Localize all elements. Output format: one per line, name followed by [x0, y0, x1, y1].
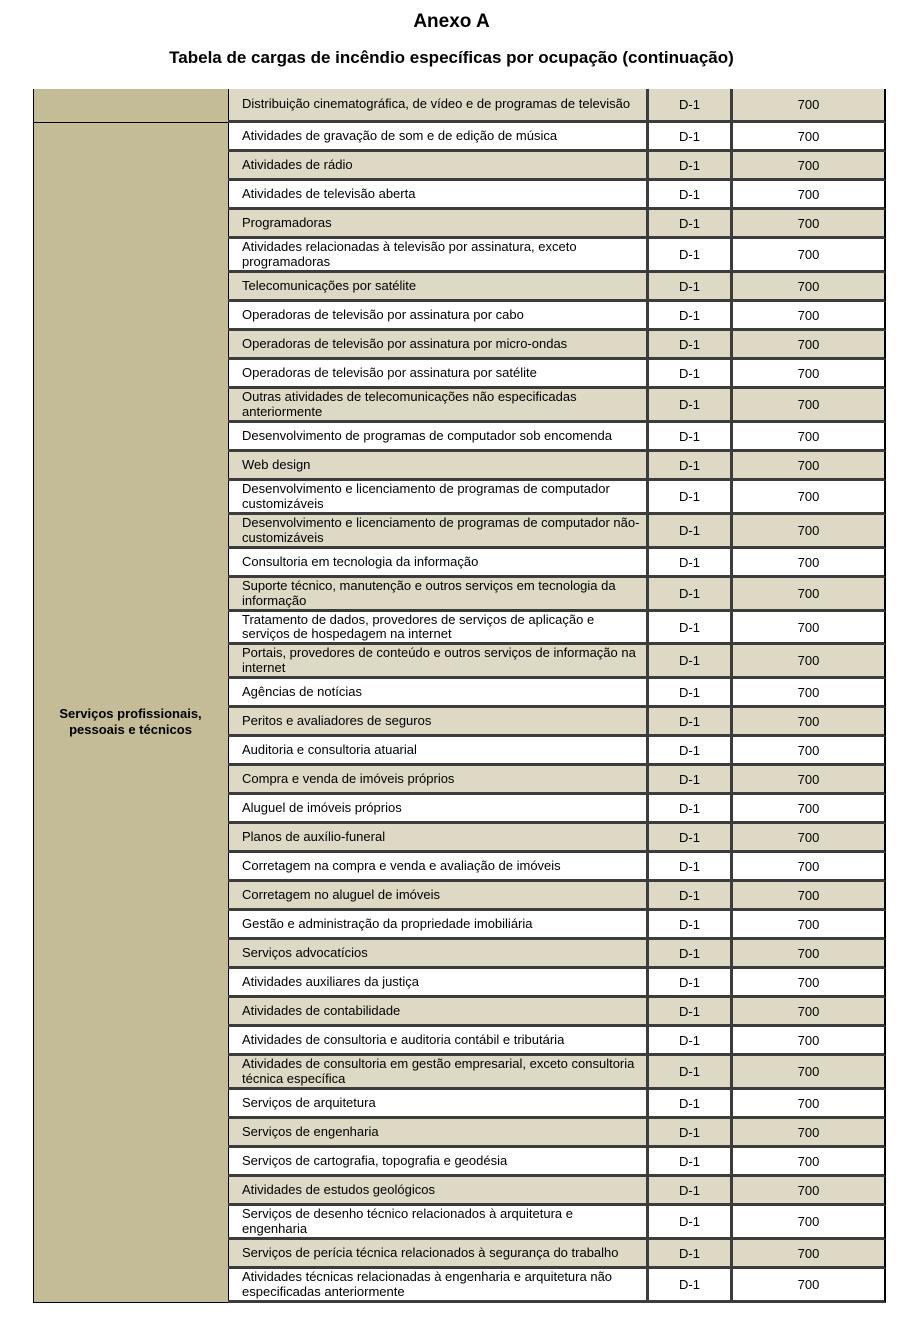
activity-description: Atividades de rádio	[228, 152, 649, 178]
fire-load-value: 700	[797, 945, 820, 961]
division-code: D-1	[649, 1119, 733, 1145]
activity-description: Desenvolvimento e licenciamento de programas de computador customizáveis	[228, 481, 649, 512]
division-code: D-1	[649, 1269, 733, 1300]
activity-description: Atividades de contabilidade	[228, 998, 649, 1024]
activity-description: Consultoria em tecnologia da informação	[228, 549, 649, 575]
fire-load-value: 700	[797, 1032, 820, 1048]
fire-load-value: 700	[797, 428, 820, 444]
table-row	[228, 824, 886, 853]
division-code: D-1	[649, 998, 733, 1024]
activity-description: Suporte técnico, manutenção e outros serviços em tecnologia da informação	[228, 578, 649, 609]
activity-description: Web design	[228, 452, 649, 478]
activity-description: Tratamento de dados, provedores de serviços de aplicação e serviços de hospedagem na internet	[228, 612, 649, 642]
activity-description: Gestão e administração da propriedade imobiliária	[228, 911, 649, 937]
activity-description: Desenvolvimento e licenciamento de programas de computador não-customizáveis	[228, 515, 649, 546]
table-row	[228, 1148, 886, 1177]
activity-description: Operadoras de televisão por assinatura por cabo	[228, 302, 649, 328]
division-code: D-1	[649, 708, 733, 734]
table-row	[228, 911, 886, 940]
activity-description: Serviços de cartografia, topografia e geodésia	[228, 1148, 649, 1174]
activity-description: Operadoras de televisão por assinatura por micro-ondas	[228, 331, 649, 357]
fire-load-value: 700	[797, 247, 820, 262]
division-code: D-1	[649, 1206, 733, 1237]
table-row	[228, 1027, 886, 1056]
fire-load-value: 700	[797, 1003, 820, 1019]
table-title: Tabela de cargas de incêndio específicas por ocupação (continuação)	[169, 48, 734, 67]
division-code: D-1	[649, 940, 733, 966]
fire-load-value: 700	[797, 1245, 820, 1261]
fire-load-value: 700	[797, 457, 820, 473]
division-code: D-1	[649, 515, 733, 546]
fire-load-value: 700	[797, 1153, 820, 1169]
annex-title: Anexo A	[413, 11, 490, 32]
table-row	[228, 89, 886, 123]
division-code: D-1	[649, 152, 733, 178]
fire-load-value: 700	[797, 1124, 820, 1140]
activity-description: Aluguel de imóveis próprios	[228, 795, 649, 821]
division-code: D-1	[649, 1056, 733, 1087]
activity-description: Operadoras de televisão por assinatura por satélite	[228, 360, 649, 386]
division-code: D-1	[649, 389, 733, 420]
group-cell-previous	[33, 89, 228, 123]
division-code: D-1	[649, 679, 733, 705]
table-row	[228, 708, 886, 737]
fire-load-value: 700	[797, 800, 820, 816]
division-code: D-1	[649, 1148, 733, 1174]
table-row	[228, 998, 886, 1027]
fire-load-value: 700	[797, 887, 820, 903]
table-row	[228, 331, 886, 360]
division-code: D-1	[649, 1240, 733, 1266]
division-code: D-1	[649, 210, 733, 236]
activity-description: Telecomunicações por satélite	[228, 273, 649, 299]
activity-description: Atividades de televisão aberta	[228, 181, 649, 207]
table-row	[228, 210, 886, 239]
fire-load-value: 700	[797, 336, 820, 352]
fire-load-value: 700	[797, 586, 820, 601]
division-code: D-1	[649, 853, 733, 879]
division-code: D-1	[649, 239, 733, 270]
activity-description: Outras atividades de telecomunicações não especificadas anteriormente	[228, 389, 649, 420]
activity-description: Agências de notícias	[228, 679, 649, 705]
fire-load-value: 700	[797, 742, 820, 758]
fire-load-value: 700	[797, 974, 820, 990]
table-row	[228, 1177, 886, 1206]
activity-description: Serviços de perícia técnica relacionados à segurança do trabalho	[228, 1240, 649, 1266]
fire-load-value: 700	[797, 713, 820, 729]
activity-description: Peritos e avaliadores de seguros	[228, 708, 649, 734]
fire-load-value: 700	[797, 97, 820, 112]
table-row	[228, 452, 886, 481]
division-code: D-1	[649, 1027, 733, 1053]
division-code: D-1	[649, 969, 733, 995]
division-code: D-1	[649, 549, 733, 575]
table-row	[228, 612, 886, 645]
table-row	[228, 578, 886, 612]
fire-load-value: 700	[797, 523, 820, 538]
fire-load-value: 700	[797, 1182, 820, 1198]
table-row	[228, 152, 886, 181]
table-row	[228, 423, 886, 452]
fire-load-value: 700	[797, 554, 820, 570]
activity-description: Serviços de arquitetura	[228, 1090, 649, 1116]
table-row	[228, 239, 886, 273]
group-divider	[33, 122, 228, 123]
fire-load-value: 700	[797, 186, 820, 202]
activity-description: Atividades de consultoria e auditoria contábil e tributária	[228, 1027, 649, 1053]
table-row	[228, 1206, 886, 1240]
division-code: D-1	[649, 737, 733, 763]
division-code: D-1	[649, 766, 733, 792]
division-code: D-1	[649, 911, 733, 937]
division-code: D-1	[649, 181, 733, 207]
table-row	[228, 645, 886, 679]
fire-load-value: 700	[797, 916, 820, 932]
table-row	[228, 123, 886, 152]
division-code: D-1	[649, 824, 733, 850]
activity-description: Atividades técnicas relacionadas à engenharia e arquitetura não especificadas anteriormente	[228, 1269, 649, 1300]
table-row	[228, 853, 886, 882]
table-row	[228, 969, 886, 998]
fire-load-value: 700	[797, 397, 820, 412]
division-code: D-1	[649, 481, 733, 512]
table-row	[228, 515, 886, 549]
fire-load-value: 700	[797, 128, 820, 144]
table-row	[228, 549, 886, 578]
table-row	[228, 1269, 886, 1303]
activity-description: Serviços advocatícios	[228, 940, 649, 966]
fire-load-value: 700	[797, 489, 820, 504]
division-code: D-1	[649, 331, 733, 357]
activity-description: Serviços de desenho técnico relacionados à arquitetura e engenharia	[228, 1206, 649, 1237]
fire-load-value: 700	[797, 365, 820, 381]
table-row	[228, 795, 886, 824]
fire-load-value: 700	[797, 278, 820, 294]
fire-load-value: 700	[797, 1095, 820, 1111]
division-code: D-1	[649, 795, 733, 821]
group-label: Serviços profissionais, pessoais e técnicos	[59, 706, 202, 737]
division-code: D-1	[649, 360, 733, 386]
division-code: D-1	[649, 302, 733, 328]
fire-load-value: 700	[797, 307, 820, 323]
table-row	[228, 679, 886, 708]
division-code: D-1	[649, 1177, 733, 1203]
table-row	[228, 1056, 886, 1090]
activity-description: Programadoras	[228, 210, 649, 236]
table-row	[228, 389, 886, 423]
table-row	[228, 481, 886, 515]
table-row	[228, 1119, 886, 1148]
activity-description: Atividades de gravação de som e de edição de música	[228, 123, 649, 149]
division-code: D-1	[649, 645, 733, 676]
fire-load-value: 700	[797, 215, 820, 231]
division-code: D-1	[649, 452, 733, 478]
division-code: D-1	[649, 123, 733, 149]
division-code: D-1	[649, 273, 733, 299]
activity-description: Desenvolvimento de programas de computador sob encomenda	[228, 423, 649, 449]
activity-description: Atividades de consultoria em gestão empresarial, exceto consultoria técnica específica	[228, 1056, 649, 1087]
group-bottom-border	[33, 1302, 228, 1303]
division-code: D-1	[649, 423, 733, 449]
division-code: D-1	[649, 578, 733, 609]
table-row	[228, 181, 886, 210]
table-row	[228, 940, 886, 969]
activity-description: Portais, provedores de conteúdo e outros serviços de informação na internet	[228, 645, 649, 676]
division-code: D-1	[649, 89, 733, 120]
table-row	[228, 766, 886, 795]
activity-description: Atividades auxiliares da justiça	[228, 969, 649, 995]
fire-load-value: 700	[797, 771, 820, 787]
activity-description: Atividades de estudos geológicos	[228, 1177, 649, 1203]
table-rows	[228, 89, 886, 1303]
division-code: D-1	[649, 612, 733, 642]
activity-description: Corretagem no aluguel de imóveis	[228, 882, 649, 908]
activity-description: Compra e venda de imóveis próprios	[228, 766, 649, 792]
activity-description: Planos de auxílio-funeral	[228, 824, 649, 850]
fire-load-value: 700	[797, 684, 820, 700]
division-code: D-1	[649, 1090, 733, 1116]
fire-load-value: 700	[797, 1214, 820, 1229]
table-row	[228, 737, 886, 766]
division-code: D-1	[649, 882, 733, 908]
table-row	[228, 302, 886, 331]
activity-description: Atividades relacionadas à televisão por assinatura, exceto programadoras	[228, 239, 649, 270]
table-row	[228, 882, 886, 911]
table-row	[228, 360, 886, 389]
activity-description: Distribuição cinematográfica, de vídeo e de programas de televisão	[228, 89, 649, 120]
fire-load-value: 700	[797, 157, 820, 173]
fire-load-value: 700	[797, 829, 820, 845]
fire-load-value: 700	[797, 1277, 820, 1292]
activity-description: Corretagem na compra e venda e avaliação de imóveis	[228, 853, 649, 879]
activity-description: Serviços de engenharia	[228, 1119, 649, 1145]
table-row	[228, 1090, 886, 1119]
activity-description: Auditoria e consultoria atuarial	[228, 737, 649, 763]
fire-load-value: 700	[797, 619, 820, 635]
table-row	[228, 273, 886, 302]
fire-load-value: 700	[797, 653, 820, 668]
fire-load-value: 700	[797, 1064, 820, 1079]
table-row	[228, 1240, 886, 1269]
fire-load-value: 700	[797, 858, 820, 874]
